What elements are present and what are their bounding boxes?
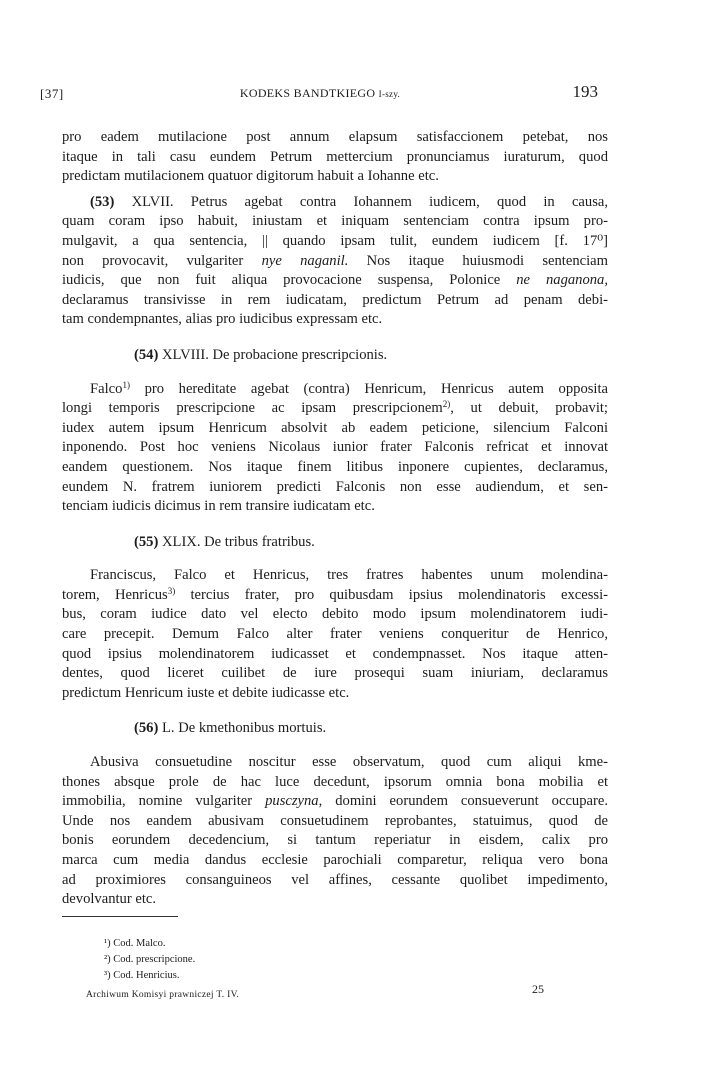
footnote-ref: 2) xyxy=(442,399,451,410)
section-title: XLVIII. De probacione prescripcionis. xyxy=(161,346,388,363)
paragraph-55 xyxy=(62,566,608,703)
section-number: (55) xyxy=(134,533,159,550)
section-heading-56 xyxy=(62,719,608,739)
vernacular-term: ne naganona, xyxy=(516,272,608,289)
running-title-suffix: I-szy. xyxy=(378,89,401,99)
text-line: predictam mutilacionem quatuor digitorum habuit a Iohanne etc. xyxy=(62,168,439,185)
paragraph-continuation xyxy=(62,128,608,187)
text-line xyxy=(62,252,608,272)
text-line: Abusiva consuetudine noscitur esse observatum, quod cum aliqui kme- xyxy=(90,754,608,771)
text-line: Unde nos eandem abusivam consuetudinem reprobantes, statuimus, quod de xyxy=(62,812,608,829)
text-line: tenciam iudicis dicimus in rem transire iudicatam etc. xyxy=(62,498,375,515)
running-title-text: KODEKS BANDTKIEGO xyxy=(239,86,376,100)
text-line xyxy=(62,792,608,812)
text-line xyxy=(62,380,608,400)
text-line: devolvantur etc. xyxy=(62,891,157,908)
text-line: eandem questionem. Nos itaque finem litibus inponere cupientes, declaramus, xyxy=(62,458,608,475)
text-line: mulgavit, a qua sentencia, || quando ipsam tulit, eundem iudicem [f. 17⁰] xyxy=(62,232,608,249)
text-line: declaramus transivisse in rem iudicatam, predictum Petrum ad penam debi- xyxy=(62,291,608,308)
page-number: 193 xyxy=(572,82,598,101)
text-segment: , ut debuit, probavit; xyxy=(450,400,608,417)
footnote: ³) Cod. Henricius. xyxy=(104,970,180,981)
main-text xyxy=(62,128,608,910)
text-line: quod ipsius molendinatorem iudicasset et condempnasset. Nos itaque atten- xyxy=(62,645,608,662)
text-line: bonis eorundem decedencium, si tantum reperiatur in eisdem, calix pro xyxy=(62,832,608,849)
paragraph-56 xyxy=(62,753,608,910)
text-segment: , domini eorundem consueverunt occupare. xyxy=(318,793,608,810)
text-segment: Falco xyxy=(90,380,123,397)
text-line: iudex autem ipsum Henricum absolvit ab eadem peticione, silencium Falconi xyxy=(62,419,608,436)
text-line: pro eadem mutilacione post annum elapsum satisfaccionem petebat, nos xyxy=(62,129,608,145)
running-title xyxy=(40,86,600,101)
footnote-ref: 1) xyxy=(122,379,130,390)
text-line: tam condempnantes, alias pro iudicibus expressam etc. xyxy=(62,311,383,328)
text-line: dentes, quod liceret cuilibet de iure prosequi suam iniuriam, declaramus xyxy=(62,665,608,682)
section-title: L. De kmethonibus mortuis. xyxy=(161,720,327,737)
footnote-ref: 3) xyxy=(167,585,176,596)
sheet-number: 25 xyxy=(532,982,544,996)
text-line xyxy=(62,399,608,419)
text-line: ad proximiores consanguineos vel affines, cessante quolibet impedimento, xyxy=(62,871,608,888)
text-segment: Nos itaque huiusmodi sentenciam xyxy=(366,252,608,269)
paragraph-54 xyxy=(62,380,608,517)
text-segment: immobilia, nomine vulgariter xyxy=(62,793,253,810)
text-line: eundem N. fratrem iuniorem predicti Falconis non esse audiendum, et sen- xyxy=(62,478,608,495)
footnote: ²) Cod. prescripcione. xyxy=(104,954,196,965)
text-segment: non provocavit, vulgariter xyxy=(62,252,244,269)
section-heading-54 xyxy=(62,346,608,366)
paragraph-53 xyxy=(62,193,608,330)
section-marker: [37] xyxy=(40,86,64,101)
text-line: marca cum media dandus ecclesie parochiali comparetur, reliqua vero bona xyxy=(62,852,608,868)
text-segment: tercius frater, pro quibusdam ipsius molendinatoris excessi- xyxy=(190,586,608,603)
text-segment: torem, Henricus xyxy=(62,586,168,603)
section-number: (54) xyxy=(134,346,159,363)
running-header xyxy=(40,84,600,106)
paragraph-number: (53) xyxy=(90,193,115,210)
text-line xyxy=(62,193,608,213)
text-line: predictum Henricum iuste et debite iudicasse etc. xyxy=(62,684,350,701)
text-line xyxy=(62,271,608,291)
text-line: thones absque prole de hac luce decedunt, ipsorum omnia bona mobilia et xyxy=(62,773,608,790)
text-line: Franciscus, Falco et Henricus, tres fratres habentes unum molendina- xyxy=(90,567,608,584)
section-number: (56) xyxy=(134,720,159,737)
footnote-separator xyxy=(62,916,178,917)
text-segment: XLVII. Petrus agebat contra Iohannem iudicem, quod in causa, xyxy=(131,193,609,210)
text-line xyxy=(62,586,608,606)
text-line: inponendo. Post hoc veniens Nicolaus iunior frater Falconis refricat et innovat xyxy=(62,439,608,456)
vernacular-term: nye naganil. xyxy=(261,252,349,269)
text-segment: iudicis, que non fuit aliqua provocacione suspensa, Polonice xyxy=(62,272,501,289)
text-line: itaque in tali casu eundem Petrum mettercium pronunciamus iuraturum, quod xyxy=(62,148,608,165)
footnotes xyxy=(104,936,195,984)
text-line: bus, coram iudice dato vel electo debito modo ipsum molendinatorem iudi- xyxy=(62,606,608,623)
imprint-line: Archiwum Komisyi prawniczej T. IV. xyxy=(86,990,240,1000)
text-line: care precepit. Demum Falco alter frater veniens conqueritur de Henrico, xyxy=(62,626,608,643)
footnote: ¹) Cod. Malco. xyxy=(104,938,166,949)
section-heading-55 xyxy=(62,533,608,553)
text-segment: pro hereditate agebat (contra) Henricum, Henricus autem opposita xyxy=(144,380,609,397)
text-segment: longi temporis prescripcione ac ipsam prescripcionem xyxy=(62,400,443,417)
vernacular-term: pusczyna xyxy=(265,793,319,810)
text-line: quam coram ipso habuit, iniustam et iniquam sentenciam contra ipsum pro- xyxy=(62,213,608,230)
section-title: XLIX. De tribus fratribus. xyxy=(161,533,315,550)
